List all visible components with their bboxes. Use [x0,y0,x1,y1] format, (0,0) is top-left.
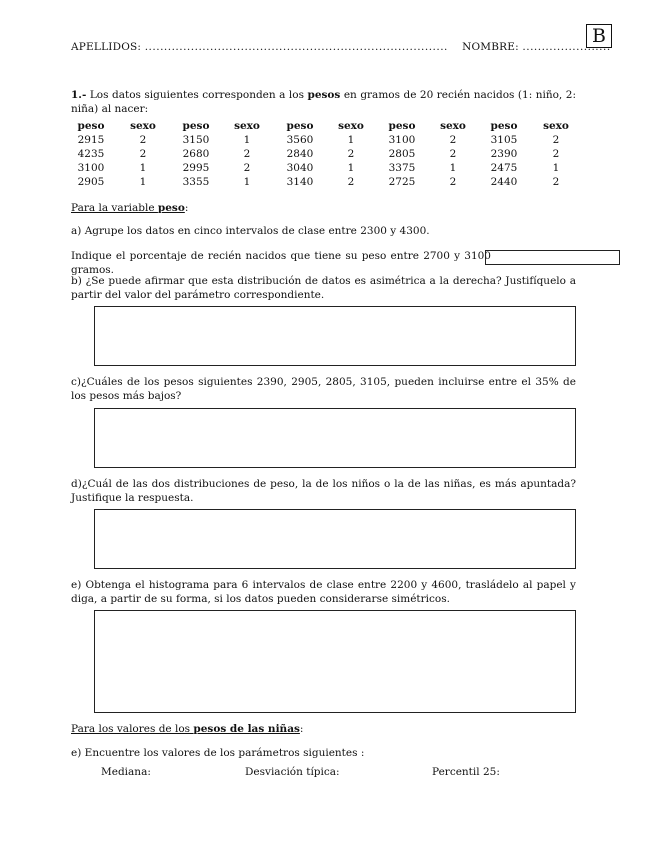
table-row [72,161,586,175]
problem-number: 1.- [71,89,87,101]
question-b: b) ¿Se puede afirmar que esta distribución de datos es asimétrica a la derecha? Justifíquelo a partir del valor del parámetro correspondiente. [71,275,576,301]
question-a: a) Agrupe los datos en cinco intervalos de clase entre 2300 y 4300. [71,225,430,237]
table-cell: 2805 [388,148,416,160]
apellidos-label: APELLIDOS: [71,41,142,53]
table-cell: 2390 [490,148,518,160]
table-cell: 1 [139,162,147,174]
table-cell: 2840 [286,148,314,160]
table-row [72,147,586,161]
header-line [71,41,611,53]
table-header-sexo: sexo [234,120,260,132]
question-final: e) Encuentre los valores de los parámetros siguientes : [71,747,365,759]
table-header-peso: peso [388,120,416,132]
exam-version-badge: B [586,24,612,48]
answer-box-c[interactable] [94,408,576,468]
table-cell: 2 [552,176,560,188]
table-cell: 2 [139,148,147,160]
section-peso-after: : [184,202,189,214]
intro-text-before: Los datos siguientes corresponden a los [86,89,308,101]
intro-text-bold: pesos [307,89,341,101]
table-header-row [72,119,586,133]
table-header-peso: peso [490,120,518,132]
table-row [72,133,586,147]
table-cell: 2 [139,134,147,146]
question-d: d)¿Cuál de las dos distribuciones de peso, la de los niños o la de las niñas, es más apuntada? Justifique la respuesta. [71,478,576,504]
table-cell: 2725 [388,176,416,188]
section-peso-before: Para la variable [71,202,158,214]
table-cell: 2 [347,148,355,160]
question-a-follow: Indique el porcentaje de recién nacidos que tiene su peso entre 2700 y 3100 gramos. [71,250,491,276]
answer-box-b[interactable] [94,306,576,366]
mediana-label: Mediana: [101,766,151,778]
table-cell: 2 [552,148,560,160]
apellidos-field[interactable]: ............................................................................... [144,41,448,53]
table-header-peso: peso [77,120,105,132]
answer-box-d[interactable] [94,509,576,569]
table-cell: 3040 [286,162,314,174]
table-cell: 3100 [388,134,416,146]
table-cell: 2 [347,176,355,188]
answer-box-a[interactable] [485,250,620,265]
table-header-sexo: sexo [440,120,466,132]
table-cell: 1 [347,134,355,146]
nombre-field[interactable]: ....................... [522,41,611,53]
table-cell: 2 [449,134,457,146]
section-ninas-title [71,722,576,736]
nombre-label: NOMBRE: [462,41,519,53]
table-cell: 2 [552,134,560,146]
table-row [72,175,586,189]
table-cell: 3375 [388,162,416,174]
table-cell: 2 [243,162,251,174]
section-ninas-bold: pesos de las niñas [193,723,300,735]
table-cell: 1 [552,162,560,174]
table-cell: 2475 [490,162,518,174]
table-cell: 1 [243,134,251,146]
table-cell: 2 [449,148,457,160]
section-peso-title [71,201,576,215]
table-cell: 2440 [490,176,518,188]
table-cell: 3355 [182,176,210,188]
section-peso-bold: peso [157,202,185,214]
table-cell: 2 [449,176,457,188]
table-cell: 2995 [182,162,210,174]
intro-text-after: en gramos de 20 recién nacidos (1: niño, 2: niña) al nacer: [71,89,576,115]
table-cell: 2905 [77,176,105,188]
section-ninas-before: Para los valores de los [71,723,194,735]
question-c: c)¿Cuáles de los pesos siguientes 2390, 2905, 2805, 3105, pueden incluirse entre el 35% de los pesos más bajos? [71,376,576,402]
table-cell: 4235 [77,148,105,160]
problem-intro [71,88,576,116]
table-cell: 2680 [182,148,210,160]
question-e: e) Obtenga el histograma para 6 intervalos de clase entre 2200 y 4600, trasládelo al papel y diga, a partir de su forma, si los datos pueden considerarse simétricos. [71,579,576,605]
section-ninas-after: : [299,723,304,735]
table-cell: 3150 [182,134,210,146]
table-cell: 3560 [286,134,314,146]
weights-table [72,119,586,189]
table-cell: 3140 [286,176,314,188]
table-header-sexo: sexo [130,120,156,132]
table-cell: 3105 [490,134,518,146]
table-header-peso: peso [286,120,314,132]
table-header-sexo: sexo [543,120,569,132]
table-cell: 2915 [77,134,105,146]
answer-box-e[interactable] [94,610,576,713]
table-cell: 1 [347,162,355,174]
table-cell: 1 [243,176,251,188]
table-header-sexo: sexo [338,120,364,132]
table-cell: 1 [449,162,457,174]
table-cell: 2 [243,148,251,160]
table-header-peso: peso [182,120,210,132]
table-cell: 1 [139,176,147,188]
desviacion-label: Desviación típica: [245,766,340,778]
table-cell: 3100 [77,162,105,174]
percentil-label: Percentil 25: [432,766,500,778]
